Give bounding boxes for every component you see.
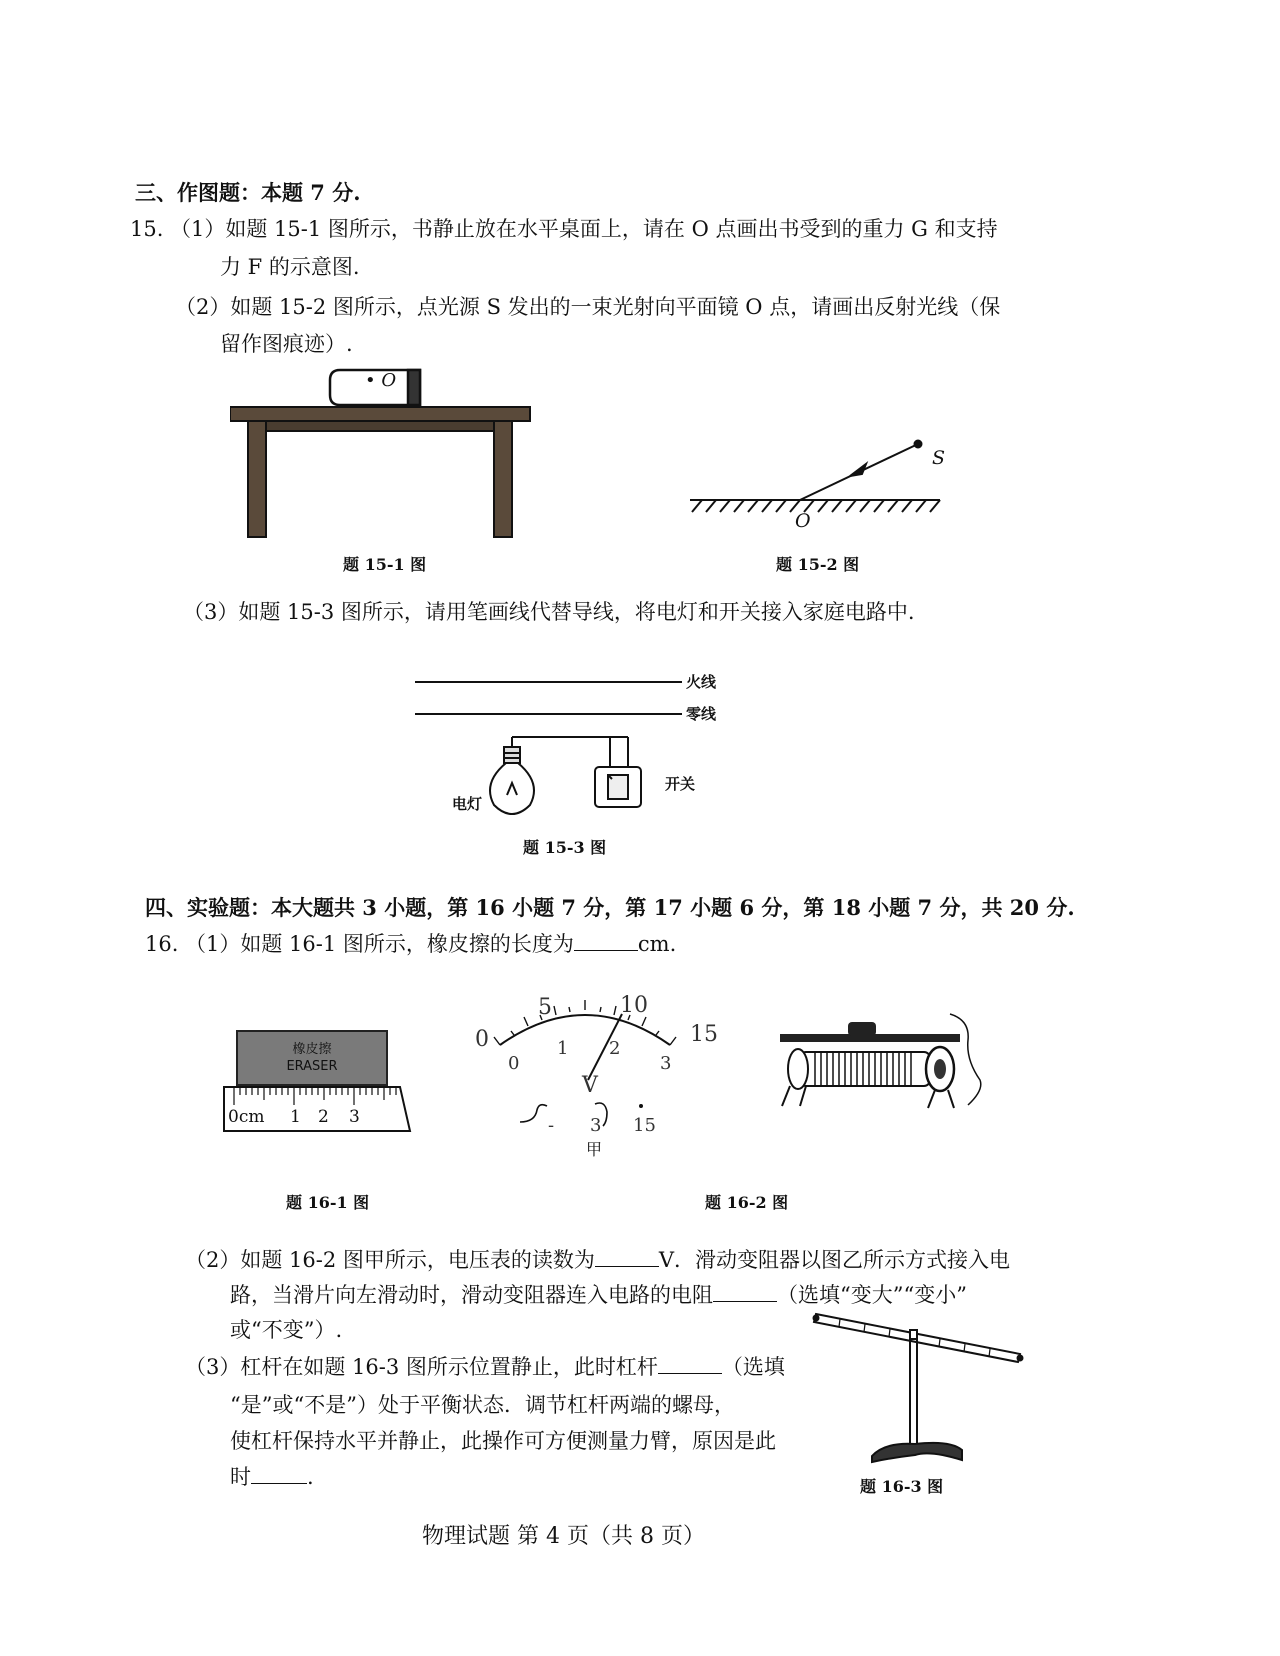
fig16-1-caption: 题 16-1 图 — [286, 1193, 370, 1212]
voltmeter-unit-v: V — [582, 1073, 598, 1098]
q16-part2-text-a: （2）如题 16-2 图甲所示，电压表的读数为 — [185, 1248, 595, 1272]
q15-part3: （3）如题 15-3 图所示，请用笔画线代替导线，将电灯和开关接入家庭电路中. — [183, 600, 915, 624]
figure-16-3-lever — [810, 1310, 1030, 1475]
eraser — [236, 1030, 388, 1086]
q15-part1-line1: （1）如题 15-1 图所示，书静止放在水平桌面上，请在 O 点画出书受到的重力 G 和支持 — [170, 217, 998, 241]
section3-heading: 三、作图题：本题 7 分. — [135, 180, 361, 205]
q16-part3-line2: “是”或“不是”）处于平衡状态．调节杠杆两端的螺母， — [230, 1393, 735, 1417]
dial-inner-2: 2 — [609, 1038, 621, 1059]
figure-15-2 — [690, 430, 950, 520]
answer-blank-lever-reason[interactable] — [251, 1463, 307, 1484]
neutral-wire-label: 零线 — [686, 705, 717, 723]
q16-part2-line3: 或“不变”）. — [230, 1318, 343, 1342]
q16-part2-line2 — [230, 1280, 967, 1310]
ruler-label-2: 2 — [318, 1107, 329, 1127]
fig15-2-caption: 题 15-2 图 — [776, 555, 860, 574]
switch-drawing — [595, 737, 641, 807]
q15-part2-line2: 留作图痕迹）. — [220, 332, 353, 356]
section4-heading: 四、实验题：本大题共 3 小题，第 16 小题 7 分，第 17 小题 6 分，第 18 小题 7 分，共 20 分. — [145, 895, 1075, 920]
dial-outer-0: 0 — [475, 1027, 489, 1052]
ruler-label-3: 3 — [349, 1107, 360, 1127]
answer-blank-lever-balance[interactable] — [658, 1353, 722, 1374]
q16-part2-text-b: V．滑动变阻器以图乙所示方式接入电 — [658, 1248, 1011, 1272]
q15-part2-line1: （2）如题 15-2 图所示，点光源 S 发出的一束光射向平面镜 O 点，请画出反射光线（保 — [175, 295, 1001, 319]
q15-part1-line2: 力 F 的示意图. — [220, 255, 360, 279]
light-source-s-label: S — [932, 447, 946, 469]
plane-mirror — [690, 500, 940, 512]
fig15-1-caption: 题 15-1 图 — [343, 555, 427, 574]
fig16-3-caption: 题 16-3 图 — [860, 1477, 944, 1496]
switch-label: 开关 — [665, 775, 696, 793]
q16-part3-text-a: （3）杠杆在如题 16-3 图所示位置静止，此时杠杆 — [185, 1355, 658, 1379]
q16-part2-text-d: （选填“变大”“变小” — [777, 1283, 967, 1307]
page-footer: 物理试题 第 4 页（共 8 页） — [422, 1524, 705, 1549]
q16-part3-text-c: 时 — [230, 1465, 251, 1489]
table-drawing — [230, 407, 530, 537]
q16-part3-line3: 使杠杆保持水平并静止，此操作可方便测量力臂，原因是此 — [230, 1429, 776, 1453]
dial-inner-3: 3 — [660, 1053, 672, 1074]
rheostat — [770, 1010, 990, 1110]
dial-outer-10: 10 — [620, 993, 648, 1018]
answer-blank-eraser-length[interactable] — [574, 930, 638, 951]
q16-part3-text-b: （选填 — [721, 1355, 785, 1379]
dial-inner-0: 0 — [508, 1053, 520, 1074]
answer-blank-voltmeter-reading[interactable] — [595, 1246, 659, 1267]
q16-part3-line1 — [185, 1352, 785, 1382]
dial-inner-1: 1 — [557, 1038, 569, 1059]
terminal-negative: - — [548, 1115, 555, 1136]
fig16-2-caption: 题 16-2 图 — [705, 1193, 789, 1212]
lever-stand — [872, 1330, 962, 1462]
answer-blank-resistance-change[interactable] — [713, 1281, 777, 1302]
ruler-label-0cm: 0cm — [228, 1107, 265, 1127]
terminal-15: 15 — [633, 1115, 656, 1136]
figure-15-1 — [230, 365, 540, 540]
incident-ray — [800, 441, 922, 501]
voltmeter-terminals — [515, 1100, 665, 1130]
dial-outer-15: 15 — [690, 1022, 718, 1047]
terminal-3: 3 — [590, 1115, 602, 1136]
voltmeter-sub-label: 甲 — [586, 1140, 603, 1159]
q16-part1 — [185, 929, 676, 959]
fig15-3-caption: 题 15-3 图 — [523, 838, 607, 857]
lamp-label: 电灯 — [452, 795, 483, 813]
eraser-label-en: ERASER — [286, 1059, 338, 1074]
eraser-label-cn: 橡皮擦 — [292, 1042, 332, 1057]
q15-number: 15. — [130, 217, 164, 241]
mirror-point-o-label: O — [795, 510, 811, 532]
q16-part3-line4 — [230, 1462, 314, 1492]
book-point-o-label: • O — [365, 370, 397, 391]
q16-part3-text-d: . — [307, 1465, 314, 1489]
q16-number: 16. — [145, 932, 179, 956]
q16-part1-unit: cm. — [637, 932, 677, 956]
q16-part2-line1 — [185, 1245, 1010, 1275]
q16-part1-text: （1）如题 16-1 图所示，橡皮擦的长度为 — [185, 932, 574, 956]
dial-outer-5: 5 — [538, 995, 552, 1020]
q16-part2-text-c: 路，当滑片向左滑动时，滑动变阻器连入电路的电阻 — [230, 1283, 713, 1307]
ruler-label-1: 1 — [290, 1107, 301, 1127]
live-wire-label: 火线 — [686, 673, 717, 691]
